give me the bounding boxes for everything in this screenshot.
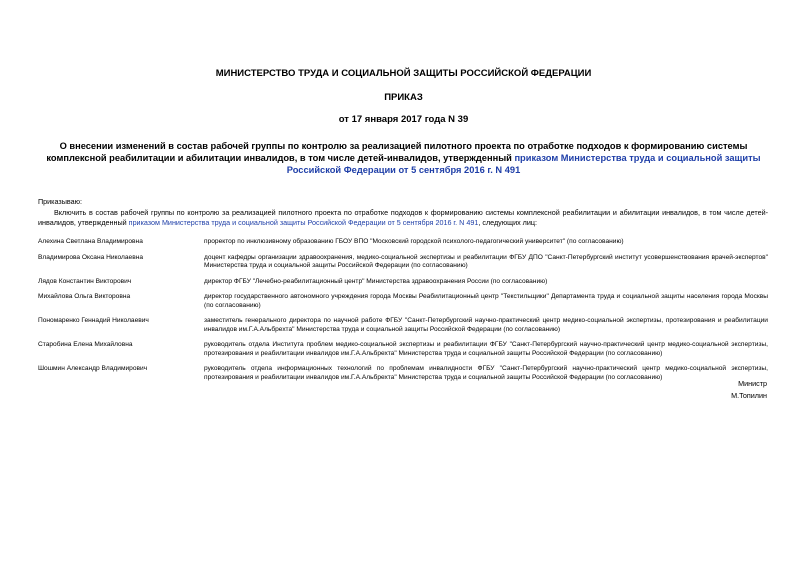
signature-name: М.Топилин xyxy=(731,391,767,400)
intro-text: Приказываю: xyxy=(38,197,82,206)
paragraph-order-link[interactable]: приказом Министерства труда и социальной защиты Российской Федерации от 5 сентября 2016 г. N 491 xyxy=(128,217,479,227)
member-description: доцент кафедры организации здравоохранения, медико-социальной экспертизы и реабилитации ФГБУ ДПО "Санкт-Петербургский институт усовершенствования врачей-экспертов" Министерства труда и социальной защиты Российской Федерации (по согласованию) xyxy=(204,253,768,269)
table-row xyxy=(38,278,768,294)
table-row xyxy=(38,238,768,254)
title-order-link[interactable]: приказом Министерства труда и социальной защиты Российской Федерации от 5 сентября 2016 г. N 491 xyxy=(286,153,761,175)
ministry-heading: МИНИСТЕРСТВО ТРУДА И СОЦИАЛЬНОЙ ЗАЩИТЫ РОССИЙСКОЙ ФЕДЕРАЦИИ xyxy=(215,68,592,79)
member-name: Пономаренко Геннадий Николаевич xyxy=(38,317,149,324)
member-name: Лядов Константин Викторович xyxy=(38,277,132,285)
table-row xyxy=(38,293,768,317)
table-row xyxy=(38,365,768,389)
date-number-heading: от 17 января 2017 года N 39 xyxy=(338,114,469,125)
member-description: директор государственного автономного учреждения города Москвы Реабилитационный центр "Текстильщики" Департамента труда и социальной защиты населения города Москвы (по согласованию) xyxy=(204,293,768,309)
table-row xyxy=(38,254,768,278)
members-table xyxy=(38,238,768,389)
table-row xyxy=(38,317,768,341)
member-description: заместитель генерального директора по научной работе ФГБУ "Санкт-Петербургский научно-практический центр медико-социальной экспертизы, протезирования и реабилитации инвалидов им.Г.А.Альбрехта" Министерства труда и социальной защиты Российской Федерации (по согласованию) xyxy=(204,317,768,333)
paragraph-text: Включить в состав рабочей группы по контролю за реализацией пилотного проекта по отработке подходов к формированию системы комплексной реабилитации и абилитации инвалидов, в том числе детей-инвалидов, утвержденный xyxy=(38,208,768,227)
order-paragraph xyxy=(38,208,768,227)
title-text: О внесении изменений в состав рабочей группы по контролю за реализацией пилотного проекта по отработке подходов к формированию системы комплексной реабилитации и абилитации инвалидов, в том числе детей-инвалидов, утвержденный xyxy=(46,141,748,163)
member-name: Шошмин Александр Владимирович xyxy=(38,365,148,372)
member-name: Старобина Елена Михайловна xyxy=(38,341,133,348)
signature-position: Министр xyxy=(738,379,767,388)
member-description: руководитель отдела информационных технологий по проблемам инвалидности ФГБУ "Санкт-Петербургский научно-практический центр медико-социальной экспертизы, протезирования и реабилитации инвалидов им.Г.А.Альбрехта" Министерства труда и социальной защиты Российской Федерации (по согласованию) xyxy=(204,365,768,381)
member-name: Владимирова Оксана Николаевна xyxy=(38,253,144,261)
document-title xyxy=(30,140,777,176)
table-row xyxy=(38,341,768,365)
member-name: Алехина Светлана Владимировна xyxy=(38,238,143,245)
member-description: проректор по инклюзивному образованию ГБОУ ВПО "Московский городской психолого-педагогический университет" (по согласованию) xyxy=(204,238,624,245)
member-description: руководитель отдела Института проблем медико-социальной экспертизы и реабилитации ФГБУ "Санкт-Петербургский научно-практический центр медико-социальной экспертизы, протезирования и реабилитации инвалидов им.Г.А.Альбрехта" Министерства труда и социальной защиты Российской Федерации (по согласованию) xyxy=(204,341,768,357)
doc-type-heading: ПРИКАЗ xyxy=(384,92,423,103)
member-description: директор ФГБУ "Лечебно-реабилитационный центр" Министерства здравоохранения России (по согласованию) xyxy=(204,277,548,285)
paragraph-end: , следующих лиц: xyxy=(478,217,537,227)
member-name: Михайлова Ольга Викторовна xyxy=(38,293,131,300)
